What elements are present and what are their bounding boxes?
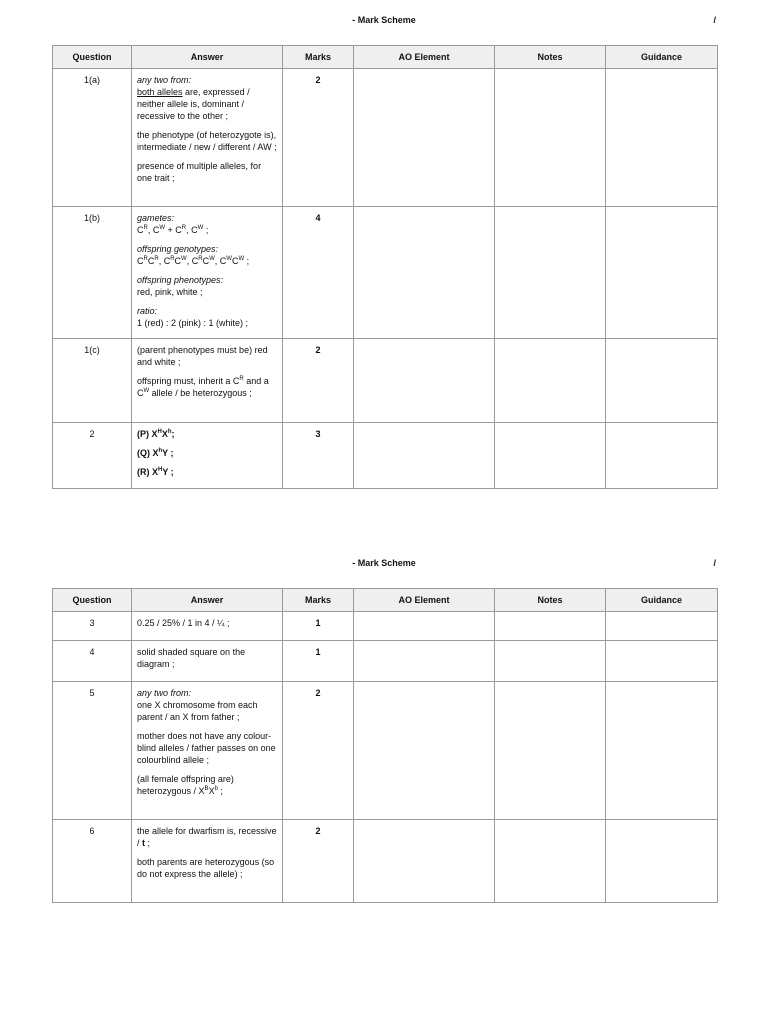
ao-element-cell bbox=[354, 207, 495, 339]
guidance-cell bbox=[606, 820, 718, 903]
answer-text-fragment: ; bbox=[244, 256, 250, 266]
col-guidance: Guidance bbox=[606, 589, 718, 612]
answer-text-fragment: and a C bbox=[137, 376, 269, 398]
marks-value: 2 bbox=[283, 820, 354, 903]
answer-text-fragment: (R) X bbox=[137, 467, 158, 477]
col-question: Question bbox=[53, 46, 132, 69]
answer-point bbox=[137, 305, 277, 329]
col-answer: Answer bbox=[132, 46, 283, 69]
question-number: 1(b) bbox=[53, 207, 132, 339]
page-title: - Mark Scheme bbox=[352, 15, 416, 25]
col-marks: Marks bbox=[283, 589, 354, 612]
col-marks: Marks bbox=[283, 46, 354, 69]
answer-text-fragment: C bbox=[231, 256, 239, 266]
question-number: 2 bbox=[53, 423, 132, 489]
answer-underline: both alleles bbox=[137, 87, 183, 97]
question-number: 5 bbox=[53, 682, 132, 820]
allele-superscript: h bbox=[167, 429, 172, 435]
table-row bbox=[53, 612, 718, 641]
marks-value: 1 bbox=[283, 612, 354, 641]
ao-element-cell bbox=[354, 339, 495, 423]
col-ao-element: AO Element bbox=[354, 46, 495, 69]
answer-point bbox=[137, 428, 277, 440]
marks-value: 4 bbox=[283, 207, 354, 339]
answer-label: ratio: bbox=[137, 306, 158, 316]
notes-cell bbox=[495, 339, 606, 423]
answer-point: the phenotype (of heterozygote is), intermediate / new / different / AW ; bbox=[137, 130, 277, 152]
answer-point bbox=[137, 773, 277, 797]
answer-text-fragment: , bbox=[186, 256, 192, 266]
answer-point bbox=[137, 687, 277, 723]
ao-element-cell bbox=[354, 820, 495, 903]
answer-text-fragment: (P) X bbox=[137, 429, 158, 439]
notes-cell bbox=[495, 69, 606, 207]
marks-value: 3 bbox=[283, 423, 354, 489]
notes-cell bbox=[495, 207, 606, 339]
answer-cell bbox=[132, 207, 283, 339]
allele-superscript: H bbox=[158, 467, 163, 473]
answer-text-fragment: C bbox=[152, 225, 160, 235]
answer-text-fragment: allele / be heterozygous ; bbox=[149, 388, 252, 398]
allele-superscript: R bbox=[143, 225, 148, 231]
allele-superscript: W bbox=[226, 256, 232, 262]
answer-point bbox=[137, 274, 277, 298]
allele-superscript: W bbox=[197, 225, 204, 231]
answer-label: offspring phenotypes: bbox=[137, 275, 224, 285]
answer-point: mother does not have any colour-blind alleles / father passes on one colourblind allele ; bbox=[137, 731, 276, 765]
answer-label: offspring genotypes: bbox=[137, 244, 219, 254]
col-notes: Notes bbox=[495, 589, 606, 612]
answer-cell bbox=[132, 682, 283, 820]
table-row bbox=[53, 820, 718, 903]
notes-cell bbox=[495, 423, 606, 489]
answer-text-fragment: C bbox=[175, 225, 182, 235]
answer-text-fragment: , bbox=[186, 225, 192, 235]
page-slash: / bbox=[713, 15, 716, 25]
guidance-cell bbox=[606, 339, 718, 423]
page-header-2 bbox=[52, 558, 716, 572]
allele-superscript: R bbox=[170, 256, 175, 262]
allele-superscript: b bbox=[214, 786, 218, 792]
table-header-row bbox=[53, 46, 718, 69]
answer-label: gametes: bbox=[137, 213, 175, 223]
answer-intro: any two from: bbox=[137, 688, 192, 698]
allele-superscript: R bbox=[143, 256, 148, 262]
answer-text-fragment: the allele for dwarfism is, recessive / bbox=[137, 826, 277, 848]
guidance-cell bbox=[606, 641, 718, 682]
mark-scheme-table-2 bbox=[52, 588, 718, 903]
answer-cell: 0.25 / 25% / 1 in 4 / ¼ ; bbox=[132, 612, 283, 641]
allele-superscript: R bbox=[198, 256, 203, 262]
answer-cell bbox=[132, 423, 283, 489]
col-question: Question bbox=[53, 589, 132, 612]
answer-text-fragment: , bbox=[214, 256, 220, 266]
question-number: 4 bbox=[53, 641, 132, 682]
guidance-cell bbox=[606, 207, 718, 339]
answer-intro: any two from: bbox=[137, 75, 192, 85]
answer-text-fragment: C bbox=[202, 256, 210, 266]
allele-superscript: R bbox=[154, 256, 159, 262]
guidance-cell bbox=[606, 612, 718, 641]
answer-text-fragment: , bbox=[147, 225, 153, 235]
question-number: 1(a) bbox=[53, 69, 132, 207]
ao-element-cell bbox=[354, 641, 495, 682]
answer-point: both parents are heterozygous (so do not express the allele) ; bbox=[137, 857, 275, 879]
marks-value: 2 bbox=[283, 69, 354, 207]
answer-text-fragment: ; bbox=[217, 786, 223, 796]
allele-superscript: W bbox=[209, 256, 215, 262]
table-row bbox=[53, 69, 718, 207]
ao-element-cell bbox=[354, 423, 495, 489]
allele-superscript: W bbox=[181, 256, 187, 262]
allele-superscript: W bbox=[238, 256, 245, 262]
table-row bbox=[53, 207, 718, 339]
ao-element-cell bbox=[354, 682, 495, 820]
answer-text-fragment: offspring must, inherit a C bbox=[137, 376, 240, 386]
answer-text-fragment: X bbox=[161, 429, 168, 439]
allele-superscript: B bbox=[204, 786, 209, 792]
answer-text-fragment: C bbox=[191, 256, 199, 266]
answer-text-fragment: Y ; bbox=[162, 467, 174, 477]
answer-text-fragment: (all female offspring are) heterozygous / X bbox=[137, 774, 234, 796]
allele-superscript: W bbox=[143, 388, 150, 394]
answer-cell bbox=[132, 339, 283, 423]
answer-cell bbox=[132, 820, 283, 903]
guidance-cell bbox=[606, 69, 718, 207]
answer-text-fragment: C bbox=[219, 256, 227, 266]
answer-point bbox=[137, 243, 277, 267]
answer-text-fragment: , bbox=[158, 256, 164, 266]
answer-text-fragment: C bbox=[174, 256, 182, 266]
marks-value: 2 bbox=[283, 682, 354, 820]
ao-element-cell bbox=[354, 612, 495, 641]
answer-point bbox=[137, 375, 277, 399]
allele-superscript: h bbox=[158, 448, 163, 454]
question-number: 6 bbox=[53, 820, 132, 903]
answer-text: red, pink, white ; bbox=[137, 287, 203, 297]
question-number: 1(c) bbox=[53, 339, 132, 423]
notes-cell bbox=[495, 820, 606, 903]
table-row bbox=[53, 339, 718, 423]
answer-text-fragment: C bbox=[137, 256, 144, 266]
col-ao-element: AO Element bbox=[354, 589, 495, 612]
question-number: 3 bbox=[53, 612, 132, 641]
notes-cell bbox=[495, 612, 606, 641]
allele-superscript: R bbox=[181, 225, 187, 231]
notes-cell bbox=[495, 641, 606, 682]
answer-point bbox=[137, 212, 277, 236]
page-title: - Mark Scheme bbox=[352, 558, 416, 568]
marks-value: 2 bbox=[283, 339, 354, 423]
table-header-row bbox=[53, 589, 718, 612]
answer-text-fragment: t bbox=[142, 838, 146, 848]
answer-text: are, expressed / neither allele is, dominant / recessive to the other ; bbox=[137, 87, 250, 121]
allele-superscript: H bbox=[157, 429, 162, 435]
page-slash: / bbox=[713, 558, 716, 568]
answer-text-fragment: C bbox=[147, 256, 155, 266]
answer-text-fragment: C bbox=[163, 256, 171, 266]
allele-superscript: W bbox=[159, 225, 166, 231]
answer-text-fragment: X bbox=[208, 786, 215, 796]
table-row bbox=[53, 423, 718, 489]
notes-cell bbox=[495, 682, 606, 820]
answer-text-fragment: C bbox=[137, 225, 144, 235]
mark-scheme-table-1 bbox=[52, 45, 718, 489]
answer-point bbox=[137, 74, 277, 122]
answer-point: presence of multiple alleles, for one trait ; bbox=[137, 161, 262, 183]
answer-text: one X chromosome from each parent / an X from father ; bbox=[137, 700, 258, 722]
answer-text-fragment: + bbox=[165, 225, 176, 235]
answer-text: 1 (red) : 2 (pink) : 1 (white) ; bbox=[137, 318, 249, 328]
answer-point: (parent phenotypes must be) red and white ; bbox=[137, 345, 268, 367]
answer-point bbox=[137, 825, 277, 849]
answer-cell: solid shaded square on the diagram ; bbox=[132, 641, 283, 682]
answer-text-fragment: (Q) X bbox=[137, 448, 159, 458]
page-header-1 bbox=[52, 15, 716, 29]
answer-text-fragment: ; bbox=[145, 838, 151, 848]
guidance-cell bbox=[606, 682, 718, 820]
table-row bbox=[53, 641, 718, 682]
answer-cell bbox=[132, 69, 283, 207]
col-guidance: Guidance bbox=[606, 46, 718, 69]
guidance-cell bbox=[606, 423, 718, 489]
answer-text-fragment: ; bbox=[171, 429, 175, 439]
ao-element-cell bbox=[354, 69, 495, 207]
answer-text-fragment: C bbox=[191, 225, 198, 235]
table-row bbox=[53, 682, 718, 820]
answer-text-fragment: ; bbox=[203, 225, 209, 235]
answer-point bbox=[137, 447, 277, 459]
marks-value: 1 bbox=[283, 641, 354, 682]
col-answer: Answer bbox=[132, 589, 283, 612]
answer-point bbox=[137, 466, 277, 478]
col-notes: Notes bbox=[495, 46, 606, 69]
answer-text-fragment: Y ; bbox=[162, 448, 174, 458]
allele-superscript: R bbox=[239, 376, 244, 382]
